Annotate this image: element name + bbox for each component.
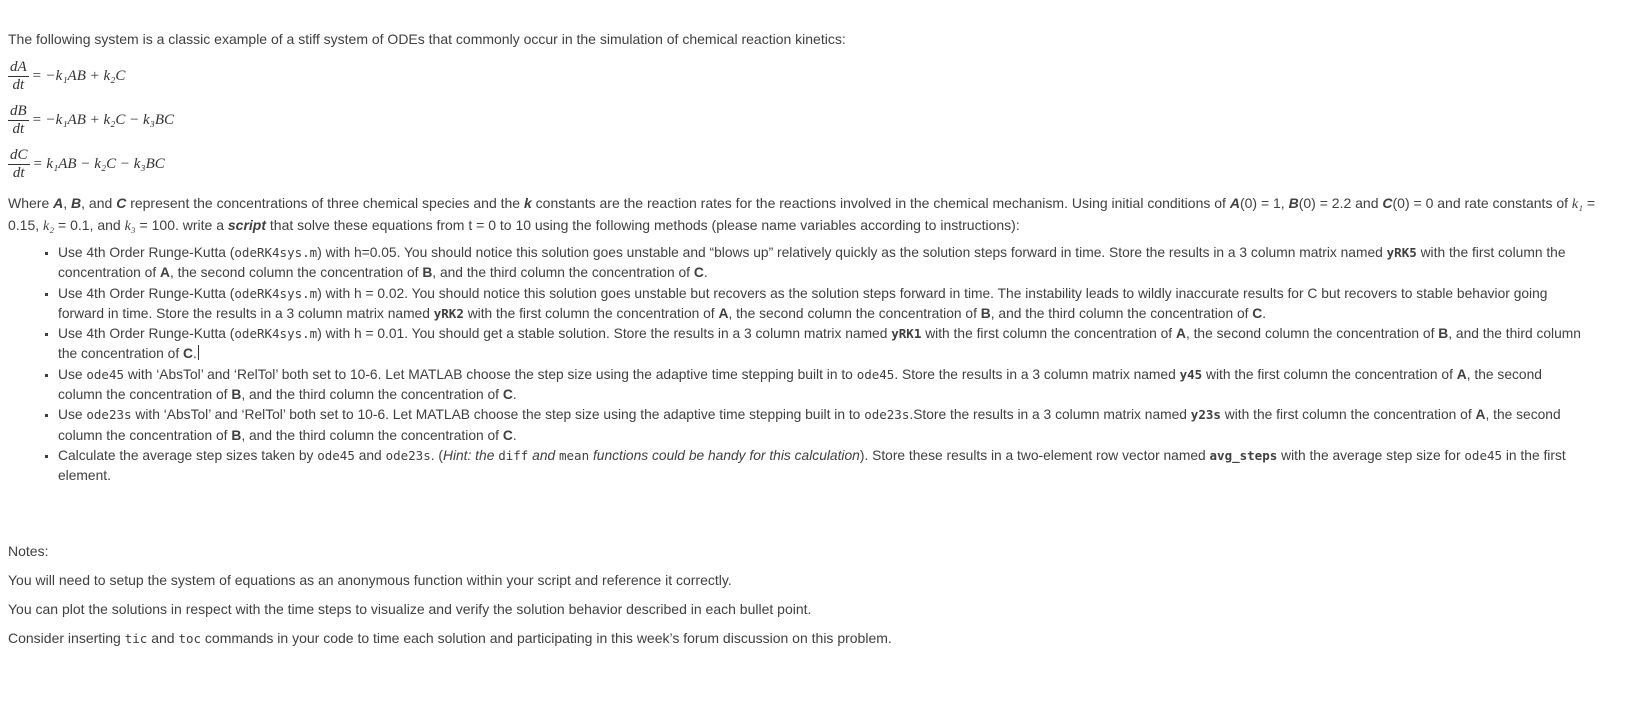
equation-rhs: = −k₁AB + k₂C − k₃BC	[31, 111, 175, 128]
derivative-fraction: $\frac{dA}{dt}$	[10, 58, 27, 93]
equation-rhs: = −k₁AB + k₂C	[31, 67, 126, 84]
list-item: ▪ Calculate the average step sizes taken by ode45 and ode23s. (Hint: the diff and mean functions could be handy for this calculation). Store these results in a two-element row vector named avg_steps with the average step size for ode45 in the first element.	[58, 446, 1603, 487]
list-item: ▪ Use 4th Order Runge-Kutta (odeRK4sys.m) with h=0.05. You should notice this solution goes unstable and “blows up” relatively quickly as the solution steps forward in time. Store the results in a 3 column matrix named yRK5 with the first column the concentration of A, the second column the concentration of B, and the third column the concentration of C.	[58, 243, 1603, 284]
list-item: ▪ Use ode45 with ‘AbsTol’ and ‘RelTol’ both set to 10-6. Let MATLAB choose the step size using the adaptive time stepping built in to ode45. Store the results in a 3 column matrix named y45 with the first column the concentration of A, the second column the concentration of B, and the third column the concentration of C.	[58, 365, 1603, 406]
note-anonymous-function: You will need to setup the system of equations as an anonymous function within your script and reference it correctly.	[8, 571, 732, 588]
equation-dB	[8, 102, 1603, 138]
method-list	[8, 243, 1603, 487]
notes-heading: Notes:	[8, 542, 49, 559]
list-item: ▪ Use 4th Order Runge-Kutta (odeRK4sys.m) with h = 0.01. You should get a stable solution. Store the results in a 3 column matrix named yRK1 with the first column the concentration of A, the second column the concentration of B, and the third column the concentration of C.	[58, 324, 1603, 365]
equation-rhs: = k₁AB − k₂C − k₃BC	[32, 155, 165, 172]
text-cursor	[198, 345, 199, 360]
list-item: ▪ Use 4th Order Runge-Kutta (odeRK4sys.m) with h = 0.02. You should notice this solution goes unstable but recovers as the solution steps forward in time. The instability leads to wildly inaccurate results for C but recovers to stable behavior going forward in time. Store the results in a 3 column matrix named yRK2 with the first column the concentration of A, the second column the concentration of B, and the third column the concentration of C.	[58, 284, 1603, 325]
note-plot: You can plot the solutions in respect with the time steps to visualize and verify the solution behavior described in each bullet point.	[8, 600, 812, 617]
where-paragraph: Where A, B, and C represent the concentrations of three chemical species and the k constants are the reaction rates for the reactions involved in the chemical mechanism. Using initial conditions of A(0) = 1, B(0) = 2.2 and C(0) = 0 and rate constants of k₁ = 0.15, k₂ = 0.1, and k₃ = 100. write a script that solve these equations from t = 0 to 10 using the following methods (please name variables according to instructions):	[8, 195, 1596, 234]
intro-paragraph: The following system is a classic example of a stiff system of ODEs that commonly occur in the simulation of chemical reaction kinetics:	[8, 31, 846, 47]
derivative-fraction: $\frac{dB}{dt}$	[10, 102, 27, 137]
list-item: ▪ Use ode23s with ‘AbsTol’ and ‘RelTol’ both set to 10-6. Let MATLAB choose the step size using the adaptive time stepping built in to ode23s.Store the results in a 3 column matrix named y23s with the first column the concentration of A, the second column the concentration of B, and the third column the concentration of C.	[58, 405, 1603, 446]
note-tic-toc: Consider inserting tic and toc commands in your code to time each solution and participating in this week’s forum discussion on this problem.	[8, 629, 892, 646]
derivative-fraction: $\frac{dC}{dt}$	[10, 146, 28, 181]
equation-dC	[8, 146, 1603, 182]
equation-dA	[8, 58, 1603, 94]
